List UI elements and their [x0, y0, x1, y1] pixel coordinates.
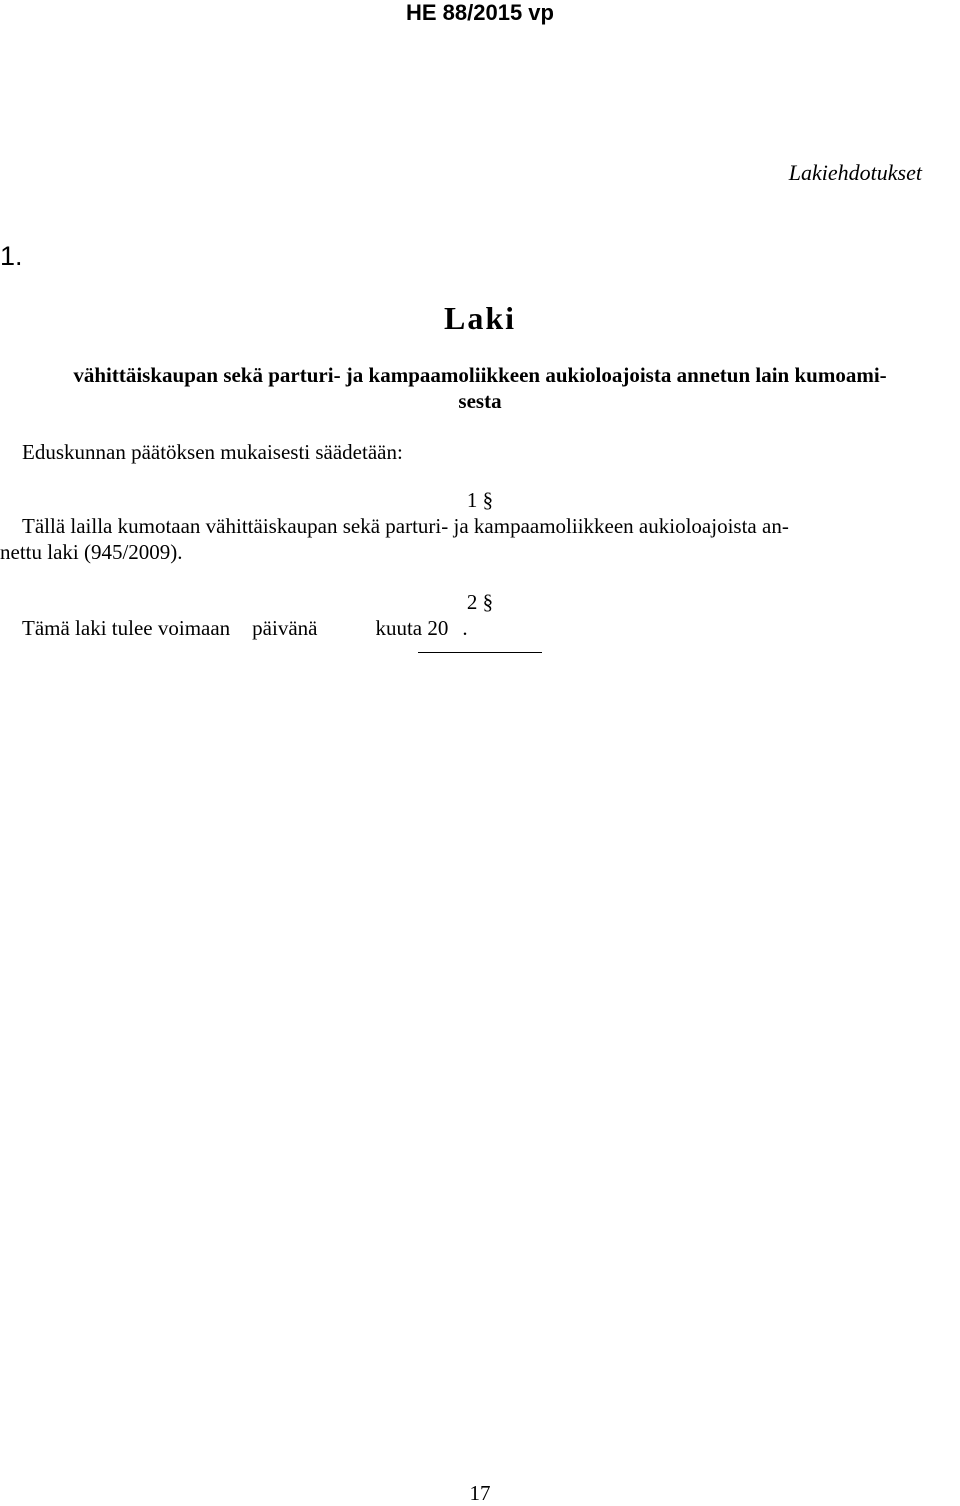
section-1-number: 1 § [466, 488, 494, 512]
law-subtitle [0, 362, 960, 414]
law-number: 1. [0, 241, 23, 271]
entry-end-period: . [462, 616, 468, 640]
enactment-clause: Eduskunnan päätöksen mukaisesti säädetään: [22, 440, 403, 464]
law-subtitle-line-2: sesta [458, 389, 502, 413]
day-word: päivänä [252, 616, 318, 640]
section-2-number: 2 § [466, 590, 494, 614]
law-heading: Laki [443, 300, 517, 336]
section-1-text-line-2: nettu laki (945/2009). [0, 540, 183, 564]
page-number: 17 [469, 1481, 491, 1505]
section-2-text [22, 615, 468, 641]
section-1-text-line-1 [0, 513, 960, 539]
end-of-law-rule [418, 652, 542, 653]
section-1-text-line-1-content: Tällä lailla kumotaan vähittäiskaupan sekä parturi- ja kampaamoliikkeen aukioloajoista an- [22, 514, 789, 538]
month-year-word: kuuta 20 [375, 616, 449, 640]
document-id-header: HE 88/2015 vp [406, 0, 554, 25]
law-subtitle-line-1: vähittäiskaupan sekä parturi- ja kampaamoliikkeen aukioloajoista annetun lain kumoami- [73, 363, 887, 387]
entry-into-force-phrase: Tämä laki tulee voimaan [22, 616, 231, 640]
section-label: Lakiehdotukset [788, 160, 922, 185]
